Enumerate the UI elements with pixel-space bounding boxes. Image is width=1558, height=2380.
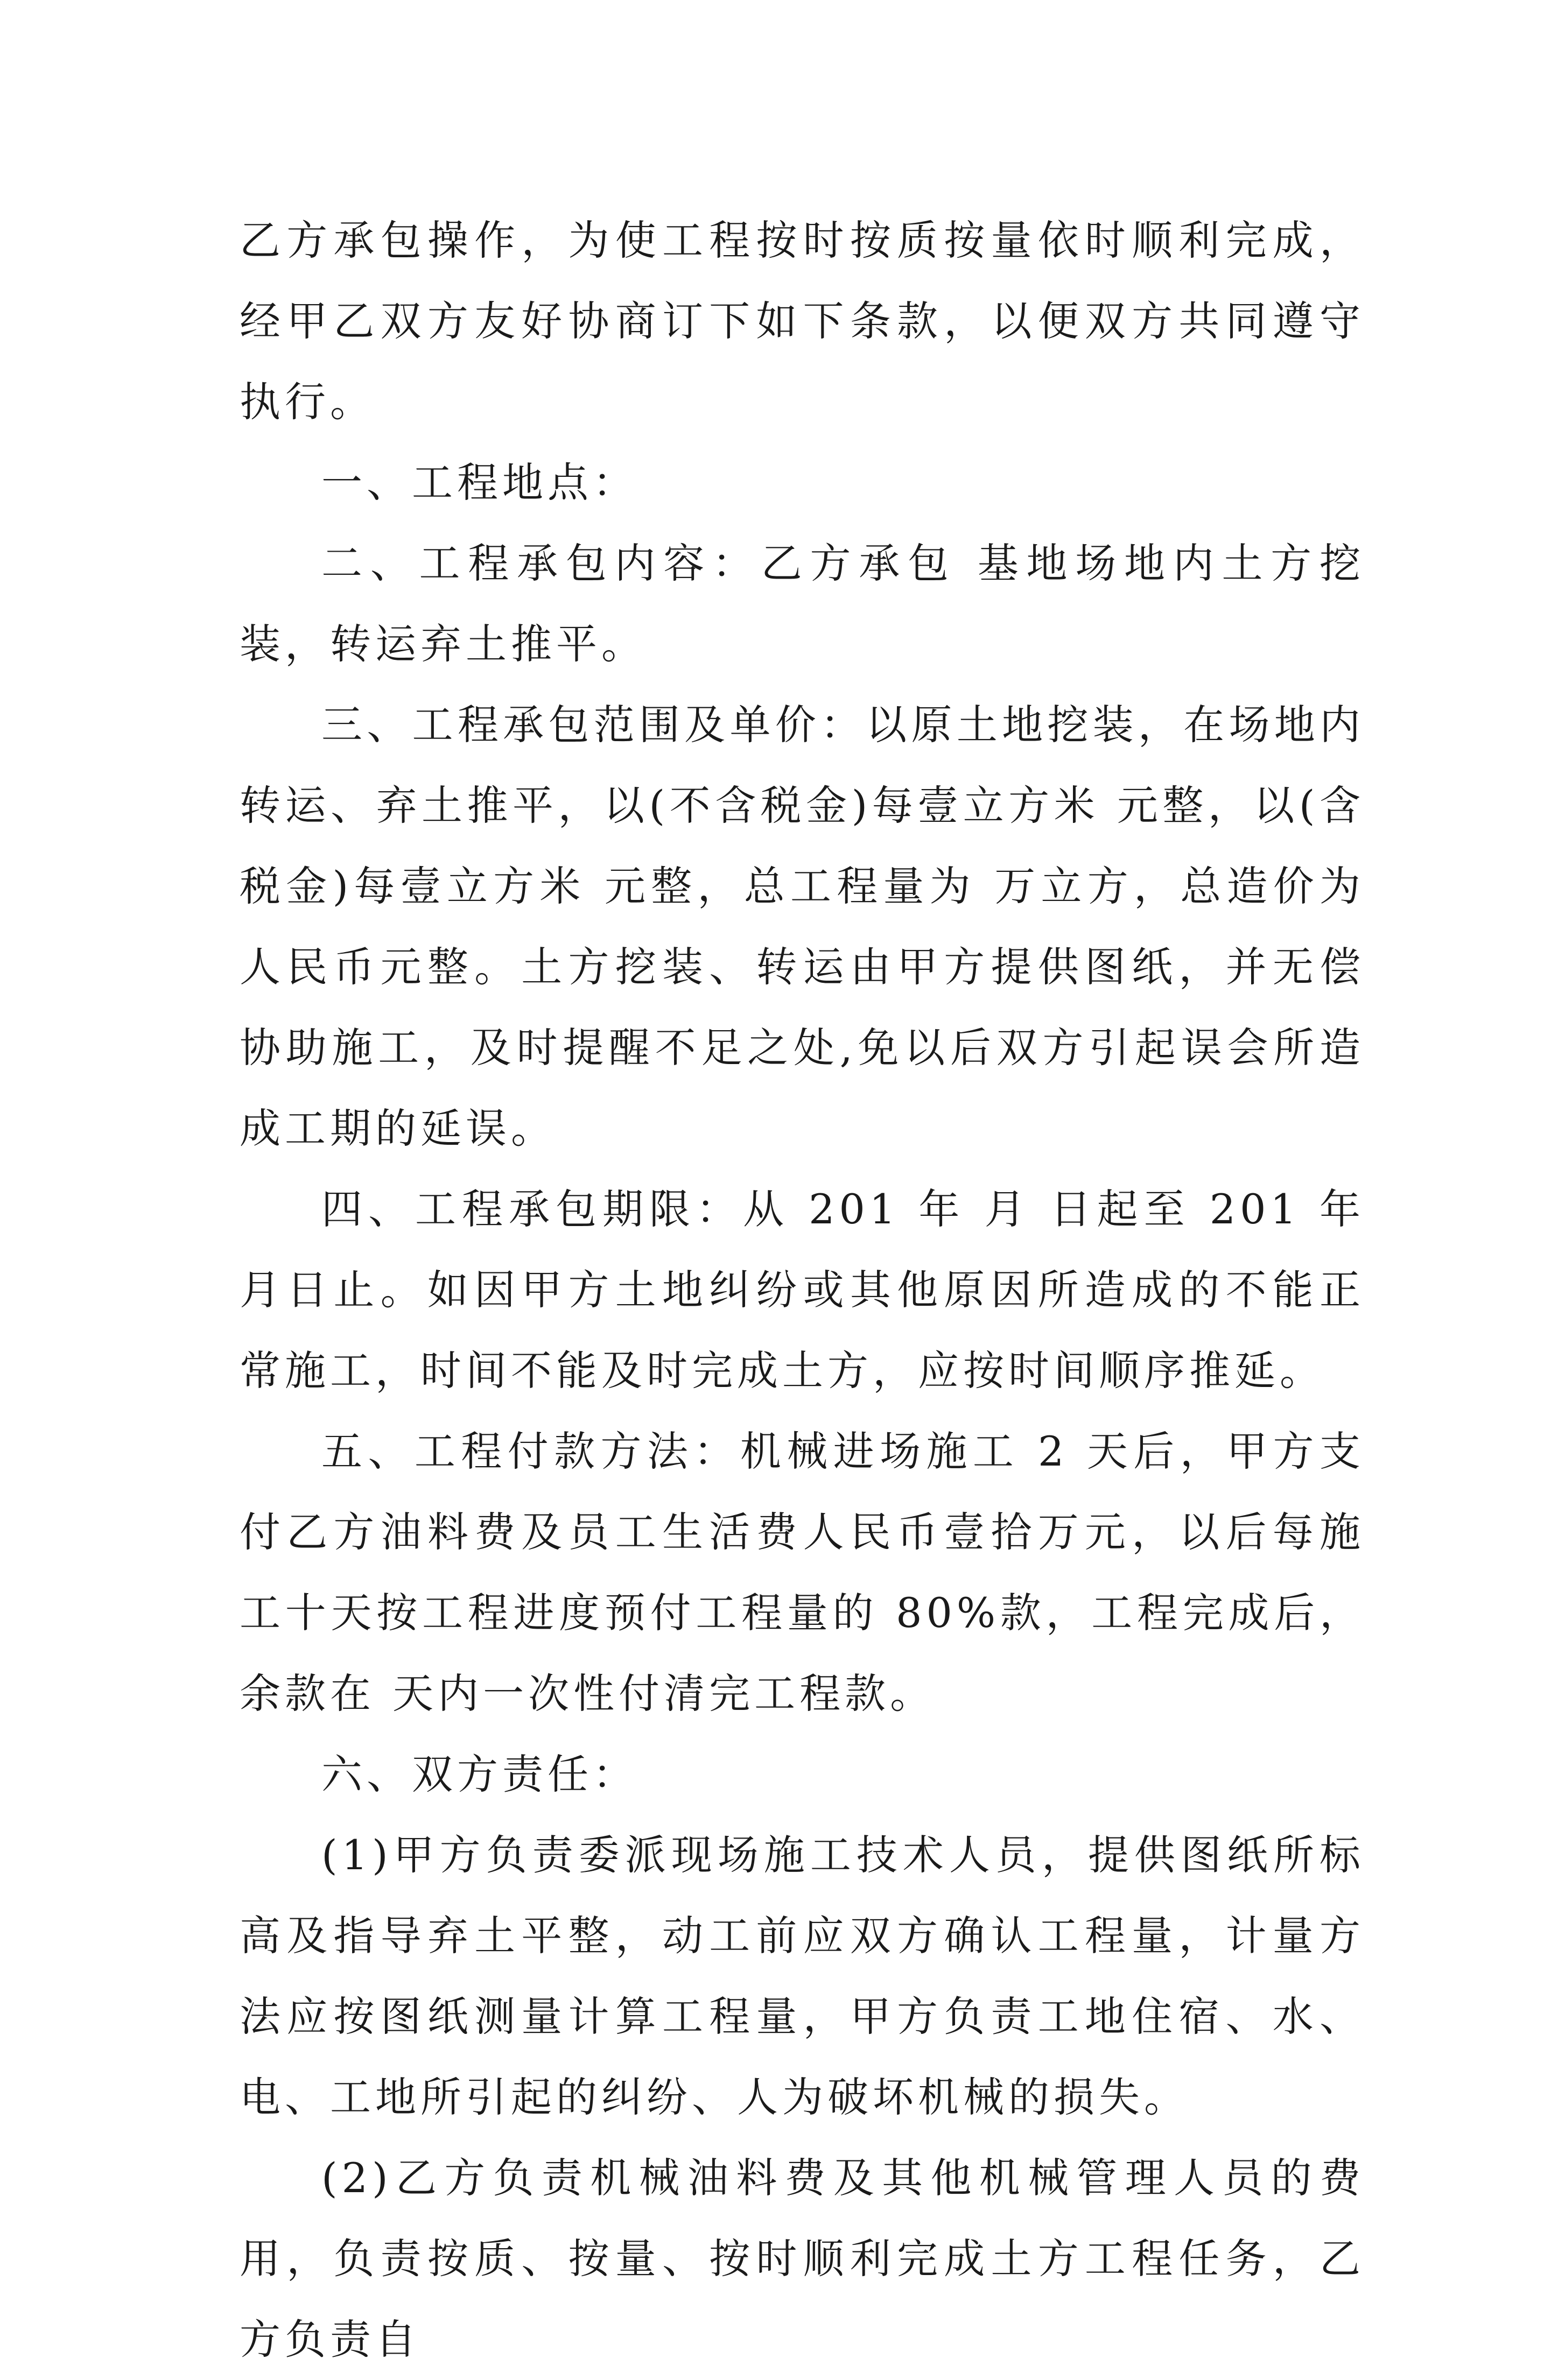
paragraph-party-a-duty: (1)甲方负责委派现场施工技术人员，提供图纸所标高及指导弃土平整，动工前应双方确认工程量，计量方法应按图纸测量计算工程量，甲方负责工地住宿、水、电、工地所引起的纠纷、人为破坏机械的损失。: [240, 1831, 1365, 2121]
paragraph-project-location: 一、工程地点：: [321, 459, 638, 506]
paragraph-party-b-duty: (2)乙方负责机械油料费及其他机械管理人员的费用，负责按质、按量、按时顺利完成土方工程任务，乙方负责自: [240, 2154, 1365, 2363]
paragraph-intro: 乙方承包操作，为使工程按时按质按量依时顺利完成，经甲乙双方友好协商订下如下条款，以便双方共同遵守执行。: [240, 216, 1365, 426]
document-body: [240, 200, 1365, 2380]
paragraph-responsibilities-heading: 六、双方责任：: [321, 1750, 638, 1798]
paragraph-contract-period: 四、工程承包期限：从 201 年 月 日起至 201 年 月日止。如因甲方土地纠纷或其他原因所造成的不能正常施工，时间不能及时完成土方，应按时间顺序推延。: [240, 1185, 1365, 1395]
paragraph-contract-content: 二、工程承包内容：乙方承包 基地场地内土方挖装，转运弃土推平。: [240, 539, 1365, 668]
paragraph-payment-method: 五、工程付款方法：机械进场施工 2 天后，甲方支付乙方油料费及员工生活费人民币壹拾万元，以后每施工十天按工程进度预付工程量的 80%款，工程完成后，余款在 天内一次性付清完工程款。: [240, 1427, 1365, 1717]
paragraph-scope-and-price: 三、工程承包范围及单价：以原土地挖装，在场地内转运、弃土推平，以(不含税金)每壹立方米 元整，以(含税金)每壹立方米 元整，总工程量为 万立方，总造价为人民币元整。土方挖装、转运由甲方提供图纸，并无偿协助施工，及时提醒不足之处,免以后双方引起误会所造成工期的延误。: [240, 701, 1365, 1152]
